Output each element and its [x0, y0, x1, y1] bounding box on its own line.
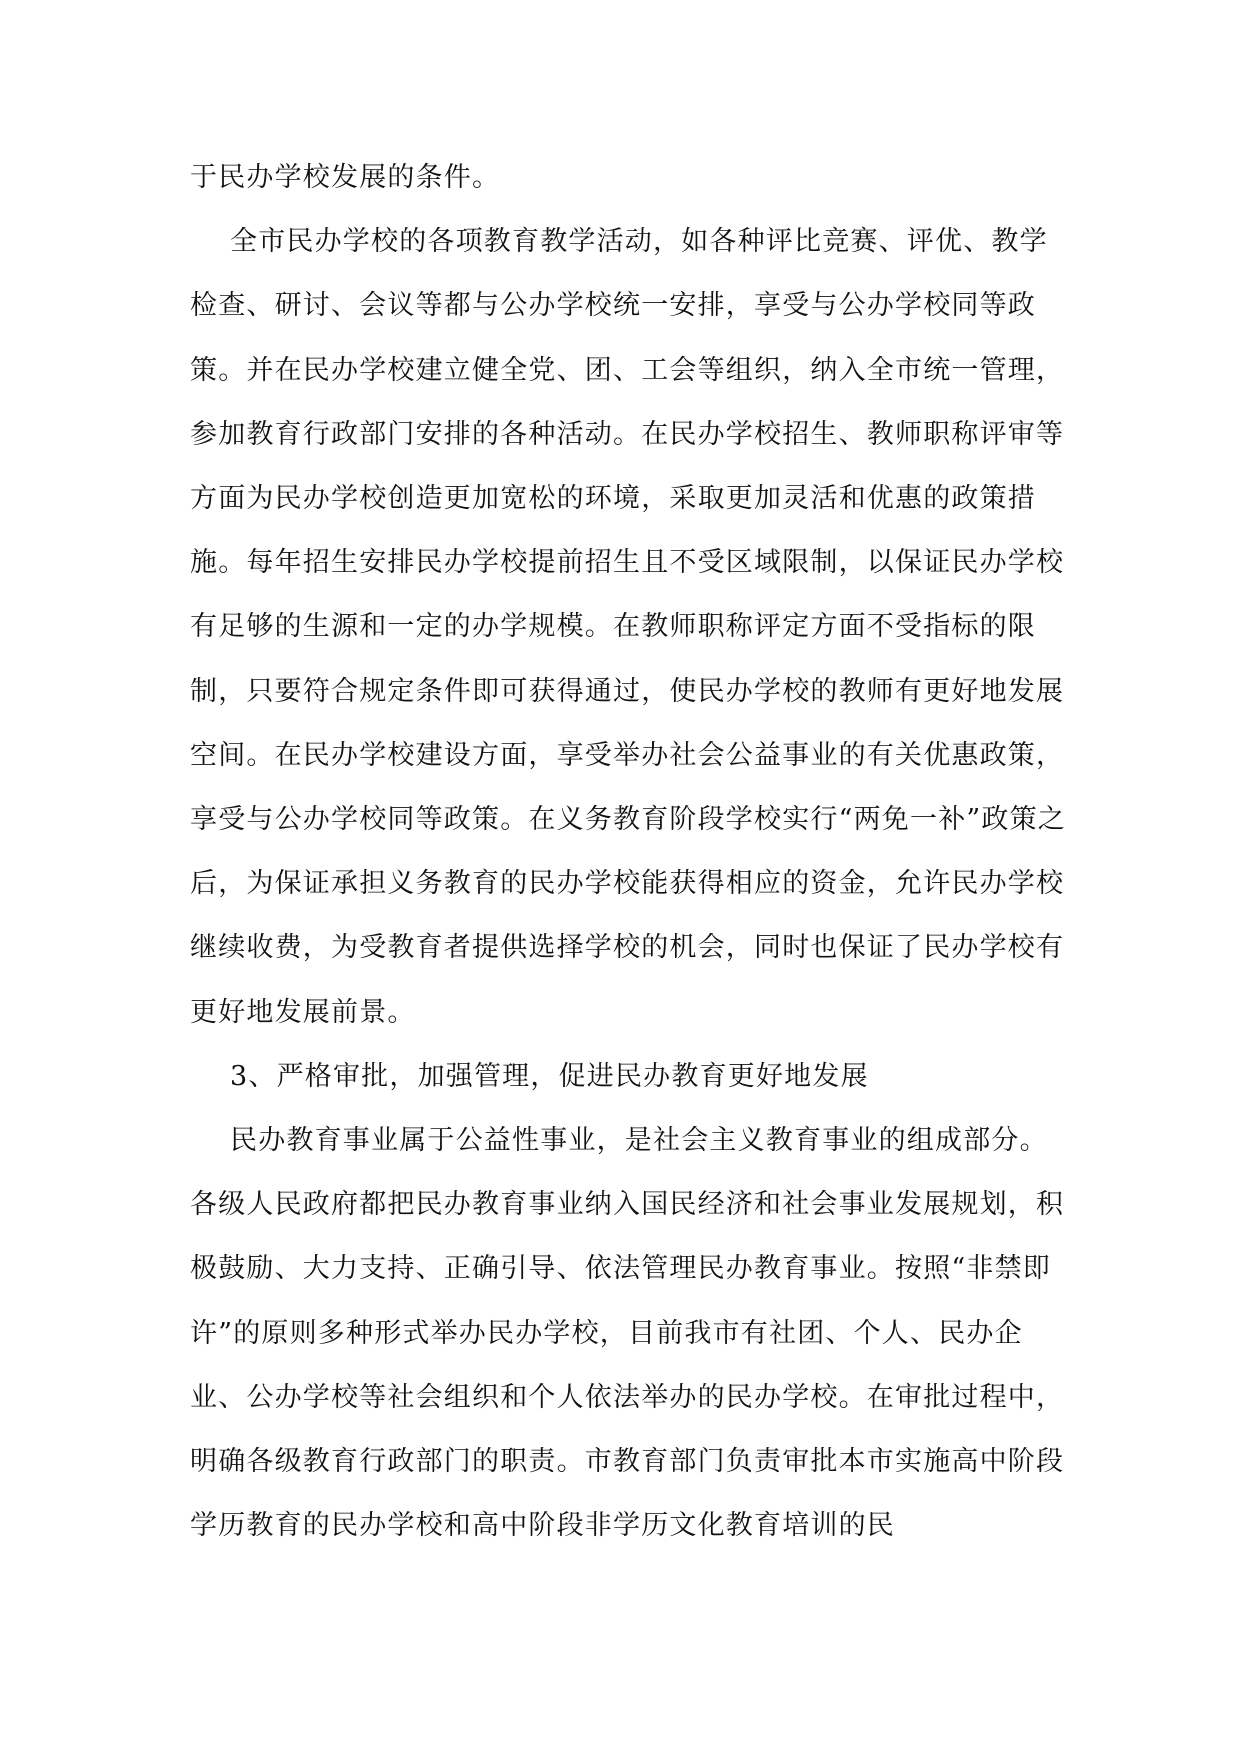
section-heading-3: 3、严格审批，加强管理，促进民办教育更好地发展: [230, 1060, 869, 1092]
paragraph-activities-policy: 全市民办学校的各项教育教学活动，如各种评比竞赛、评优、教学检查、研讨、会议等都与公办学校统一安排，享受与公办学校同等政策。并在民办学校建立健全党、团、工会等组织，纳入全市统一管理，参加教育行政部门安排的各种活动。在民办学校招生、教师职称评审等方面为民办学校创造更加宽松的环境，采取更加灵活和优惠的政策措施。每年招生安排民办学校提前招生且不受区域限制，以保证民办学校有足够的生源和一定的办学规模。在教师职称评定方面不受指标的限制，只要符合规定条件即可获得通过，使民办学校的教师有更好地发展空间。在民办学校建设方面，享受举办社会公益事业的有关优惠政策，享受与公办学校同等政策。在义务教育阶段学校实行“两免一补”政策之后，为保证承担义务教育的民办学校能获得相应的资金，允许民办学校继续收费，为受教育者提供选择学校的机会，同时也保证了民办学校有更好地发展前景。: [190, 226, 1067, 1028]
paragraph-approval-management: 民办教育事业属于公益性事业，是社会主义教育事业的组成部分。各级人民政府都把民办教育事业纳入国民经济和社会事业发展规划，积极鼓励、大力支持、正确引导、依法管理民办教育事业。按照“非禁即许”的原则多种形式举办民办学校，目前我市有社团、个人、民办企业、公办学校等社会组织和个人依法举办的民办学校。在审批过程中，明确各级教育行政部门的职责。市教育部门负责审批本市实施高中阶段学历教育的民办学校和高中阶段非学历文化教育培训的民: [190, 1125, 1065, 1542]
paragraph-continuation: 于民办学校发展的条件。: [190, 162, 501, 193]
document-body: [190, 146, 1070, 1558]
